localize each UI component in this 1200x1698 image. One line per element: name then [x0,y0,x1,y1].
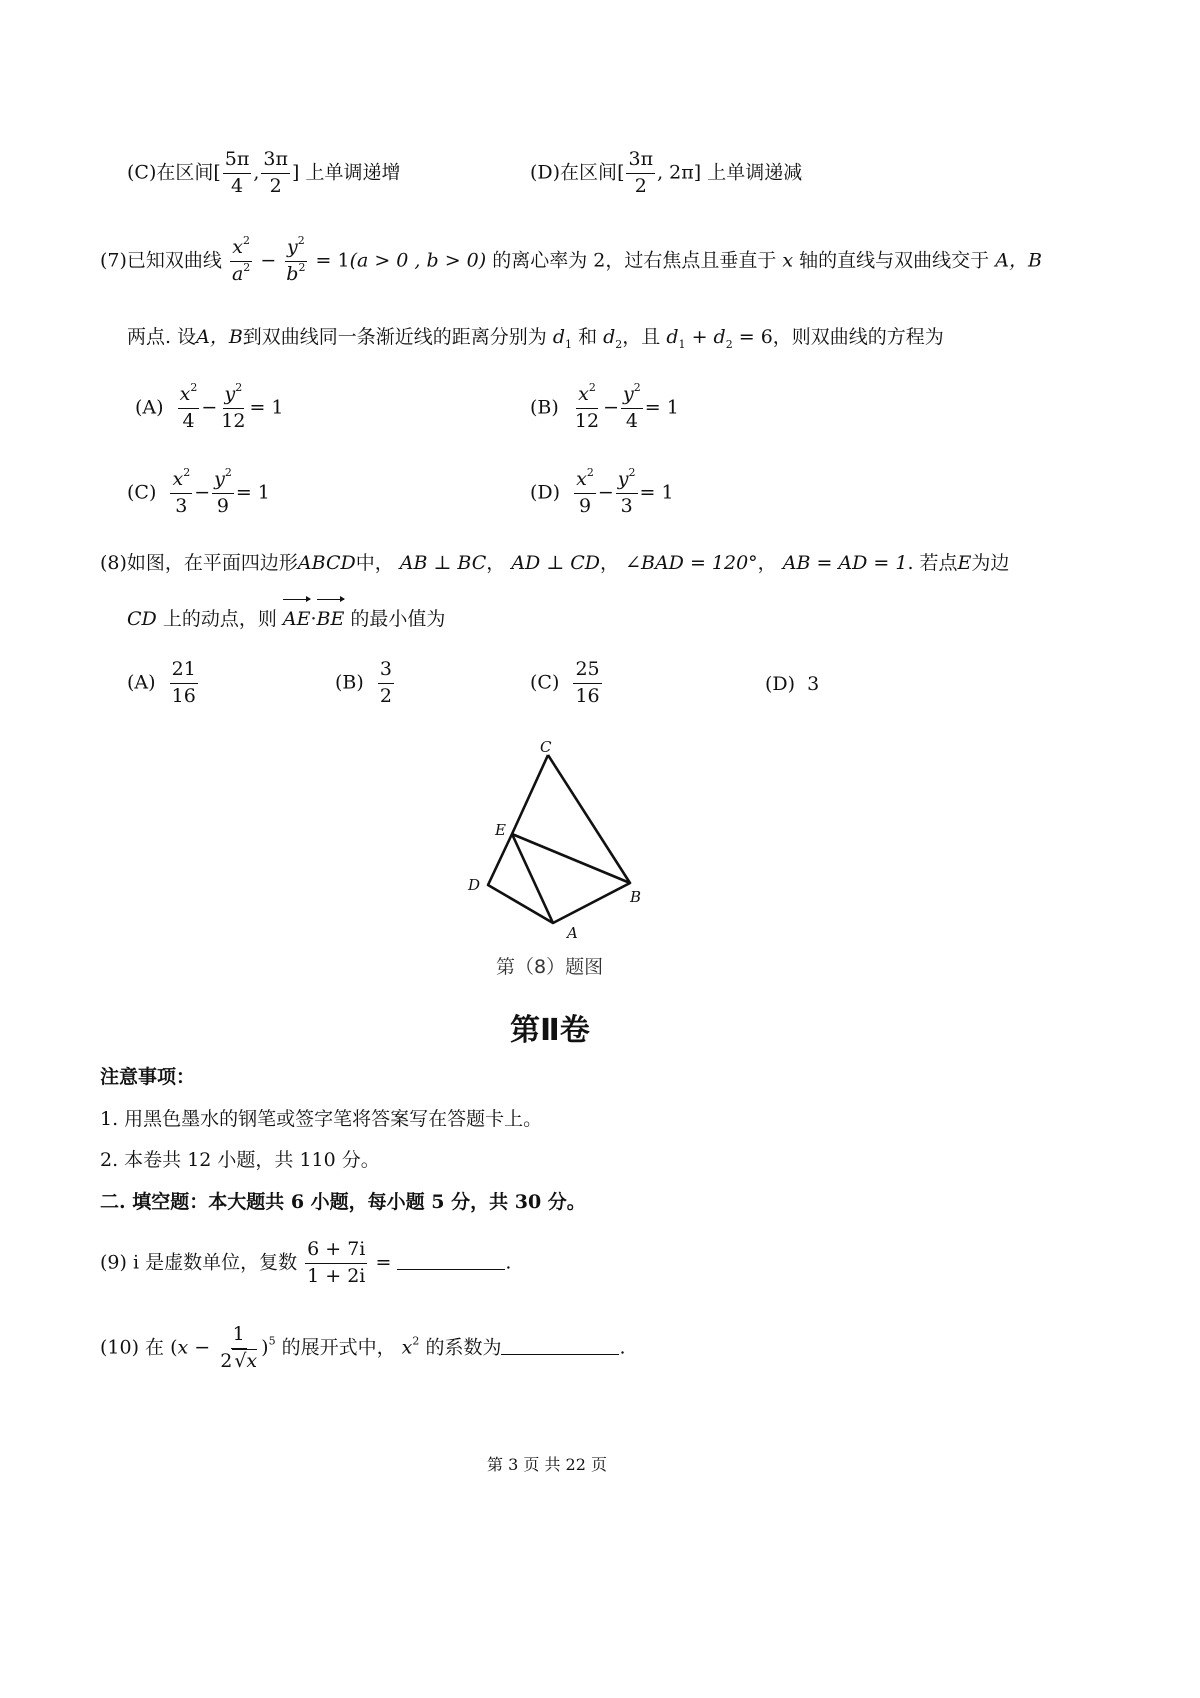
q8-option-b: (B) $\frac{3}{2}$ [335,658,392,707]
q7-stem-line2: 两点. 设A，B到双曲线同一条渐近线的距离分别为 $d_1$ 和 $d_2$，且 $d_1 + d_2 = 6$，则双曲线的方程为 [127,326,944,351]
figure-label-a: A [567,924,578,942]
q7-option-b: (B) $\frac{x^2}{12}$ − $\frac{y^2}{4}$ = 1 [530,381,679,432]
q9-stem: (9) i 是虚数单位，复数 $\frac{6 + 7i}{1 + 2i}$ = . [100,1238,512,1287]
q6-option-c: (C)在区间[ $\frac{5\pi}{4}$ , $\frac{3\pi}{2}$ ] 上单调递增 [127,148,401,197]
q8-option-c: (C) $\frac{25}{16}$ [530,658,600,707]
notice-heading: 注意事项： [100,1066,196,1088]
figure-caption: 第（8）题图 [496,956,604,978]
q8-option-a: (A) $\frac{21}{16}$ [127,658,196,707]
q9-answer-blank[interactable] [397,1251,505,1270]
q8-option-d: (D) 3 [765,673,820,695]
q6-c-frac1: $\frac{5\pi}{4}$ [224,148,250,197]
note-1: 1. 用黑色墨水的钢笔或签字笔将答案写在答题卡上。 [100,1108,543,1130]
q10-stem: (10) 在 (x − $\frac{1}{2 √x}$ )$^5$ 的展开式中， $x^2$ 的系数为 . [100,1323,626,1372]
q10-answer-blank[interactable] [501,1336,619,1355]
note-2: 2. 本卷共 12 小题，共 110 分。 [100,1149,380,1171]
q6-d-frac1: $\frac{3\pi}{2}$ [628,148,654,197]
figure-label-d: D [468,876,481,894]
vector-ae: AE [283,608,311,630]
q6-option-d: (D)在区间[ $\frac{3\pi}{2}$ , 2π] 上单调递减 [530,148,803,197]
figure-segment-eb [512,834,630,883]
q8-figure [460,740,660,945]
q7-option-c: (C) $\frac{x^2}{3}$ − $\frac{y^2}{9}$ = 1 [127,466,270,517]
q8-stem-line2: CD 上的动点，则 AE· BE 的最小值为 [127,604,445,631]
figure-quadrilateral [488,755,630,923]
figure-label-e: E [495,821,506,839]
figure-label-b: B [630,888,642,906]
section-heading: 二. 填空题：本大题共 6 小题，每小题 5 分，共 30 分。 [100,1191,586,1213]
part2-title: 第Ⅱ卷 [510,1013,590,1048]
q7-frac-x: $\frac{x^2}{a^2}$ [231,234,251,285]
q7-stem-line1: (7)已知双曲线 $\frac{x^2}{a^2}$ − $\frac{y^2}{b^2}$ = 1(a > 0 , b > 0) 的离心率为 2，过右焦点且垂直于 x 轴的直线与双曲线交于 A，B [100,234,1042,285]
q9-fraction: $\frac{6 + 7i}{1 + 2i}$ [307,1238,366,1287]
q6-c-frac2: $\frac{3\pi}{2}$ [263,148,288,197]
figure-label-c: C [540,740,552,756]
q8-stem-line1: (8)如图，在平面四边形ABCD中， AB ⊥ BC， AD ⊥ CD， ∠BAD = 120°， AB = AD = 1. 若点E为边 [100,552,1010,574]
q7-frac-y: $\frac{y^2}{b^2}$ [286,234,306,285]
page-footer: 第 3 页 共 22 页 [487,1455,607,1474]
vector-be: BE [317,608,345,630]
q7-option-d: (D) $\frac{x^2}{9}$ − $\frac{y^2}{3}$ = 1 [530,466,674,517]
q10-fraction: $\frac{1}{2 √x}$ [220,1323,258,1372]
q7-option-a: (A) $\frac{x^2}{4}$ − $\frac{y^2}{12}$ = 1 [135,381,284,432]
